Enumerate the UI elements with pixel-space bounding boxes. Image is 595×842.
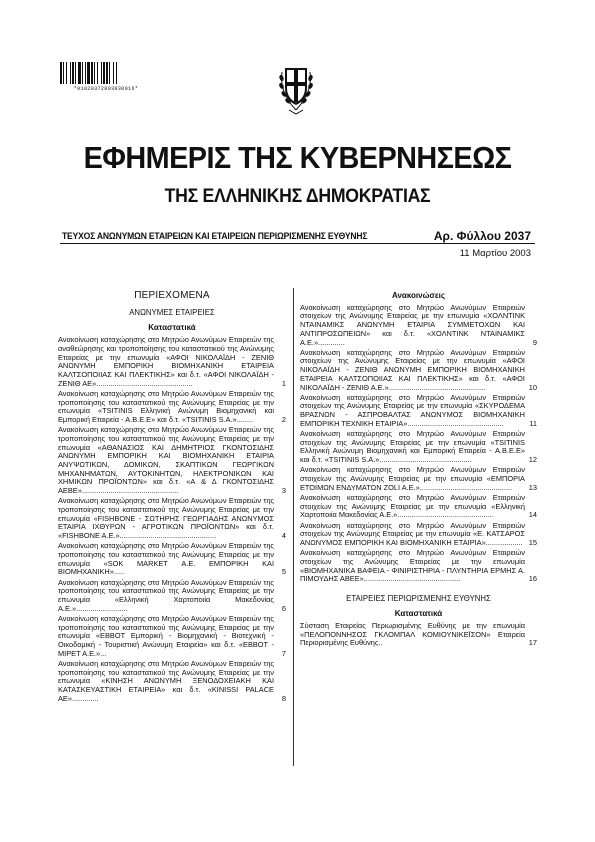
toc-entry-text: Ανακοίνωση καταχώρησης στο Μητρώο Ανωνύμων Εταιρειών της τροποποίησης του καταστατικού της Ανώνυμης Εταιρείας με την επωνυμία «FISHBONE - ΣΩΤΗΡΗΣ ΓΕΩΡΓΙΑΔΗΣ ΑΝΩΝΥΜΟΣ ΕΤΑΙΡΙΑ ΙΧΘΥΡΩΝ - ΑΓΡΟΤΙΚΩΝ ΠΡΟΪΟΝΤΩΝ» και δ.τ. «FISHBONE A.E.»............................................... [58, 496, 274, 541]
toc-entry [58, 390, 286, 425]
toc-entry-page-number: 4 [281, 531, 286, 541]
toc-entry [58, 660, 286, 704]
toc-entry-text: Ανακοίνωση καταχώρησης στο Μητρώο Ανωνύμων Εταιρειών της τροποποίησης του καταστατικού της Ανώνυμης Εταιρείας με την επωνυμία «ΚΙΝΗΣΗ ΑΝΩΝΥΜΗ ΞΕΝΟΔΟΧΕΙΑΚΗ ΚΑΙ ΚΑΤΑΣΚΕΥΑΣΤΙΚΗ ΕΤΑΙΡΕΙΑ» και δ.τ. «KINISSI PALACE AE»............. [58, 658, 274, 703]
toc-entry-page-number: 14 [528, 510, 537, 520]
column-divider [293, 288, 294, 766]
toc-entry-page-number: 16 [528, 574, 537, 584]
gazette-title: ΕΦΗΜΕΡΙΣ ΤΗΣ ΚΥΒΕΡΝΗΣΕΩΣ [83, 140, 512, 175]
subsection-heading-statutes: Καταστατικά [148, 323, 196, 333]
toc-entry-text: Ανακοίνωση καταχώρησης στο Μητρώο Ανωνύμων Εταιρειών της τροποποίησης του καταστατικού της Ανώνυμης Εταιρείας με την επωνυμία «SOK MARKET Α.Ε. ΕΜΠΟΡΙΚΗ ΚΑΙ ΒΙΟΜΗΧΑΝΙΚΗ»..... [58, 541, 274, 577]
toc-entry [58, 615, 286, 659]
toc-entry-page-number: 5 [281, 567, 286, 577]
toc-entry-page-number: 12 [528, 455, 537, 465]
section-heading-ltd: ΕΤΑΙΡΕΙΕΣ ΠΕΡΙΩΡΙΣΜΕΝΗΣ ΕΥΘΥΝΗΣ [346, 593, 491, 603]
toc-entry-text: Ανακοίνωση καταχώρησης στο Μητρώο Ανωνύμων Εταιρειών στοιχείων της Ανώνυμης Εταιρείας με την επωνυμία «Ε. ΚΑΤΣΑΡΟΣ ΑΝΩΝΥΜΟΣ ΕΜΠΟΡΙΚΗ ΚΑΙ ΒΙΟΜΗΧΑΝΙΚΗ ΕΤΑΙΡΙΑ».................. [300, 520, 525, 547]
toc-entry-page-number: 8 [281, 693, 286, 703]
toc-entry [58, 336, 286, 388]
header-divider [60, 243, 535, 244]
toc-entry-page-number: 15 [528, 537, 537, 547]
toc-entry-page-number: 11 [529, 418, 537, 428]
toc-entry-page-number: 17 [528, 638, 537, 648]
toc-entry-page-number: 13 [528, 482, 537, 492]
toc-entry [300, 622, 537, 648]
section-heading-sa: ΑΝΩΝΥΜΕΣ ΕΤΑΙΡΕΙΕΣ [129, 307, 215, 317]
toc-entry [300, 349, 537, 393]
toc-entry-text: Ανακοίνωση καταχώρησης στο Μητρώο Ανωνύμων Εταιρειών της τροποποίησης του καταστατικού της Ανώνυμης Εταιρείας με την επωνυμία «ΑΘΑΝΑΣΙΟΣ ΚΑΙ ΔΗΜΗΤΡΙΟΣ ΓΚΟΝΤΟΣΙΔΗΣ ΑΝΩΝΥΜΗ ΕΜΠΟΡΙΚΗ ΚΑΙ ΒΙΟΜΗΧΑΝΙΚΗ ΕΤΑΙΡΙΑ ΑΝΥΨΩΤΙΚΩΝ, ΔΟΜΙΚΩΝ, ΣΚΑΠΤΙΚΩΝ ΓΕΩΡΓΙΚΩΝ ΜΗΧΑΝΗΜΑΤΩΝ, ΑΥΤΟΚΙΝΗΤΩΝ, ΗΛΕΚΤΡΟΝΙΚΩΝ ΚΑΙ ΧΗΜΙΚΩΝ ΠΡΟΪΟΝΤΩΝ» και δ.τ. «Α & Δ ΓΚΟΝΤΟΣΙΔΗΣ ΑΕΒΕ»............................................... [58, 425, 274, 496]
toc-entry-text: Ανακοίνωση καταχώρησης στο Μητρώο Ανωνύμων Εταιρειών της αναθεώρησης και τροποποίησης του καταστατικού της Ανώνυμης Εταιρείας με την επωνυμία «ΑΦΟΙ ΝΙΚΟΛΑΪΔΗ - ΖΕΝΙΘ ΑΝΩΝΥΜΗ ΕΜΠΟΡΙΚΗ ΒΙΟΜΗΧΑΝΙΚΗ ΕΤΑΙΡΕΙΑ ΚΑΛΤΣΟΠΟΙΙΑΣ ΚΑΙ ΠΛΕΚΤΙΚΗΣ» και δ.τ. «ΑΦΟΙ ΝΙΚΟΛΑΪΔΗ - ΖΕΝΙΘ ΑΕ»............................................... [58, 335, 274, 388]
toc-entry-text: Ανακοίνωση καταχώρησης στο Μητρώο Ανωνύμων Εταιρειών της τροποποίησης του καταστατικού της Ανώνυμης Εταιρείας με την επωνυμία «Ελληνική Χαρτοποιία Μακεδονίας Α.Ε.»......................... [58, 577, 274, 613]
barcode [60, 62, 152, 84]
toc-entry [300, 430, 537, 465]
toc-entry-page-number: 3 [281, 486, 286, 496]
barcode-number: *01020372803030016* [73, 86, 139, 92]
toc-entry-text: Ανακοίνωση καταχώρησης στο Μητρώο Ανωνύμων Εταιρειών στοιχείων της Ανώνυμης Εταιρείας με την επωνυμία «ΣΚΥΡΟΔΕΜΑ ΒΡΑΣΝΩΝ - ΑΣΠΡΟΒΑΛΤΑΣ ΑΝΩΝΥΜΟΣ ΒΙΟΜΗΧΑΝΙΚΗ ΕΜΠΟΡΙΚΗ ΤΕΧΝΙΚΗ ΕΤΑΙΡΙΑ»............................................... [300, 392, 525, 428]
subsection-heading-announcements: Ανακοινώσεις [391, 291, 445, 300]
toc-entry-text: Σύσταση Εταιρείας Περιωρισμένης Ευθύνης με την επωνυμία «ΠΕΛΟΠΟΝΝΗΣΟΣ ΓΚΛΟΜΠΑΛ ΚΟΜΙΟΥΝΙΚΕΪΣΟΝ» Εταιρεία Περιορισμένης Ευθύνης.. [300, 620, 525, 648]
toc-entry [300, 494, 537, 520]
toc-entry-text: Ανακοίνωση καταχώρησης στο Μητρώο Ανωνύμων Εταιρειών της τροποποίησης του καταστατικού της Ανώνυμης Εταιρείας με την επωνυμία «ΕΒΒΟΤ Εμπορική - Βιομηχανική - Βιοτεχνική - Οικοδομική - Τουριστική Ανώνυμη Εταιρεία» και δ.τ. «ΕΒΒΟΤ - ΜΙΡΕΤ Α.Ε.»... [58, 613, 274, 658]
toc-title: ΠΕΡΙΕΧΟΜΕΝΑ [134, 290, 210, 301]
issue-type: ΤΕΥΧΟΣ ΑΝΩΝΥΜΩΝ ΕΤΑΙΡΕΙΩΝ ΚΑΙ ΕΤΑΙΡΕΙΩΝ ΠΕΡΙΩΡΙΣΜΕΝΗΣ ΕΥΘΥΝΗΣ [62, 231, 368, 242]
toc-entry-page-number: 10 [528, 382, 537, 392]
toc-right-entries [300, 304, 537, 584]
toc-entry [58, 497, 286, 541]
gazette-subtitle: ΤΗΣ ΕΛΛΗΝΙΚΗΣ ΔΗΜΟΚΡΑΤΙΑΣ [164, 186, 431, 207]
toc-entry [58, 579, 286, 614]
toc-left-column [58, 286, 286, 705]
toc-entry-text: Ανακοίνωση καταχώρησης στο Μητρώο Ανωνύμων Εταιρειών στοιχείων της Ανώνυμης Εταιρείας με την επωνυμία «TSITINIS Ελληνική Ανώνυμη Βιομηχανική και Εμπορική Εταιρεία - Α.Β.Ε.Ε» και δ.τ. «TSITINIS S.A.»............................................. [300, 429, 525, 465]
issue-date: 11 Μαρτίου 2003 [459, 248, 531, 259]
toc-entry-page-number: 2 [281, 414, 286, 424]
toc-entry-text: Ανακοίνωση καταχώρησης στο Μητρώο Ανωνύμων Εταιρειών στοιχείων της Ανώνυμης Εταιρείας με την επωνυμία «ΒΙΟΜΗΧΑΝΙΚΑ ΒΑΦΕΙΑ - ΦΙΝΙΡΙΣΤΗΡΙΑ - ΠΛΥΝΤΗΡΙΑ ΕΡΜΗΣ Α. ΠΙΜΟΥΔΗΣ ΑΒΕΕ»............................................... [300, 548, 525, 584]
toc-right-entries-ltd [300, 622, 537, 648]
toc-entry [58, 426, 286, 496]
toc-entry-page-number: 7 [281, 648, 286, 658]
toc-entry-text: Ανακοίνωση καταχώρησης στο Μητρώο Ανωνύμων Εταιρειών στοιχείων της Ανώνυμης Εταιρείας με την επωνυμία «Ελληνική Χαρτοποιία Μακεδονίας Α.Ε.»............................................... [300, 492, 525, 520]
toc-entry-page-number: 9 [532, 337, 537, 347]
toc-entry-text: Ανακοίνωση καταχώρησης στο Μητρώο Ανωνύμων Εταιρειών στοιχείων της Ανώνυμης Εταιρείας με την επωνυμία «ΧΟΛΝΤΙΝΚ ΝΤΑΙΝΑΜΙΚΣ ΑΝΩΝΥΜΗ ΕΤΑΙΡΙΑ ΣΥΜΜΕΤΟΧΩΝ ΚΑΙ ΑΝΤΙΠΡΟΣΩΠΕΙΩΝ» και δ.τ. «ΧΟΛΝΤΙΝΚ ΝΤΑΙΝΑΜΙΚΣ Α.Ε.»............. [300, 302, 525, 347]
toc-entry [300, 304, 537, 348]
greek-coat-of-arms-icon [277, 58, 315, 118]
toc-left-entries [58, 336, 286, 703]
toc-entry [300, 522, 537, 548]
subsection-heading-ltd-statutes: Καταστατικά [394, 609, 443, 619]
toc-entry [300, 549, 537, 584]
toc-entry-page-number: 6 [281, 603, 286, 613]
toc-entry-page-number: 1 [281, 378, 286, 388]
toc-entry-text: Ανακοίνωση καταχώρησης στο Μητρώο Ανωνύμων Εταιρειών στοιχείων της Ανώνυμης Εταιρείας με την επωνυμία «ΕΜΠΟΡΙΑ ΕΤΟΙΜΩΝ ΕΝΔΥΜΑΤΩΝ ZOLI A.E.»............................................. [300, 465, 525, 492]
toc-entry [58, 542, 286, 577]
toc-right-column [300, 292, 537, 650]
toc-entry [300, 394, 537, 429]
toc-entry-text: Ανακοίνωση καταχώρησης στο Μητρώο Ανωνύμων Εταιρειών της τροποποίησης του καταστατικού της Ανώνυμης Εταιρείας με την επωνυμία «TSITINIS Ελληνική Ανώνυμη Βιομηχανική και Εμπορική Εταιρεία - Α.Β.Ε.Ε» και δ.τ. «TSITINIS S.A.»........ [58, 388, 274, 424]
toc-entry [300, 466, 537, 492]
sheet-number: Αρ. Φύλλου 2037 [433, 229, 531, 243]
toc-entry-text: Ανακοίνωση καταχώρησης στο Μητρώο Ανωνύμων Εταιρειών στοιχείων της Ανώνυμης Εταιρείας με την επωνυμία «ΑΦΟΙ ΝΙΚΟΛΑΪΔΗ - ΖΕΝΙΘ ΑΝΩΝΥΜΗ ΕΜΠΟΡΙΚΗ ΒΙΟΜΗΧΑΝΙΚΗ ΕΤΑΙΡΕΙΑ ΚΑΛΤΣΟΠΟΙΙΑΣ ΚΑΙ ΠΛΕΚΤΙΚΗΣ» και δ.τ. «ΑΦΟΙ ΝΙΚΟΛΑΪΔΗ - ΖΕΝΙΘ Α.Ε.»............................................... [300, 347, 525, 392]
